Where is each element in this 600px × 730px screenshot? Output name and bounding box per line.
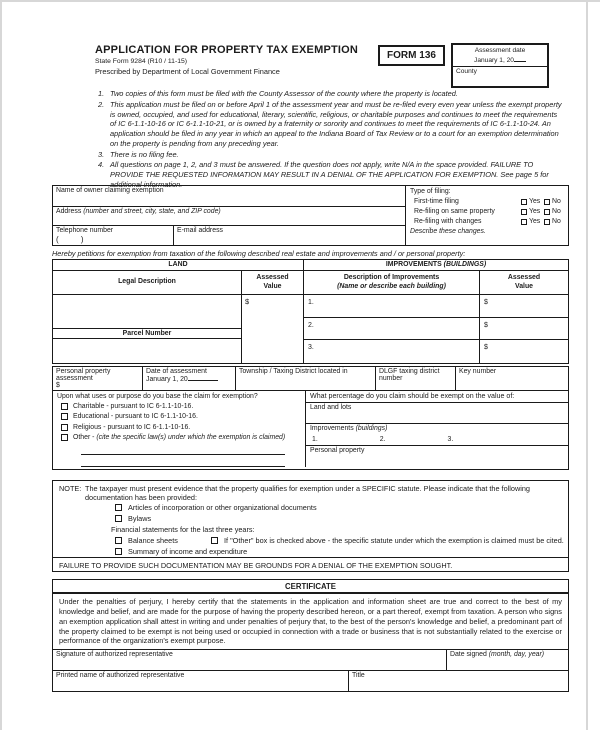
personal-property-assessment-label: Personal property assessment	[56, 368, 111, 382]
religious-label: Religious - pursuant to IC 6-1.1-10-16.	[73, 423, 191, 431]
improvements-percent-field[interactable]	[306, 424, 568, 446]
religious-checkbox[interactable]	[61, 424, 68, 431]
owner-name-field[interactable]	[53, 186, 405, 207]
doc-bylaws-row	[115, 514, 151, 523]
exemption-percentage-box	[306, 391, 568, 467]
filing-row-same-property	[410, 208, 564, 215]
instruction-text: All questions on page 1, 2, and 3 must be answered. If the question does not apply, write N/A in the space provided. FAILURE TO PROVIDE THE REQUESTED INFORMATION MAY RESULT IN A DENIAL OF THE APPLICATION FOR EXEMPTION. See page 5 for additional information.	[110, 160, 549, 189]
legal-description-label: Legal Description	[118, 278, 176, 286]
printed-name-label: Printed name of authorized representative	[56, 672, 185, 680]
assessed-label: Assessed	[256, 273, 289, 281]
refiling-changes-label: Re-filing with changes	[414, 218, 482, 225]
doc-balance-row	[115, 536, 178, 545]
date-signed-paren: (month, day, year)	[488, 651, 545, 659]
dollar-sign: $	[56, 382, 60, 389]
filing-row-first-time	[410, 198, 564, 205]
improvement-3-value-field[interactable]	[480, 340, 568, 363]
owner-info-section	[52, 185, 569, 246]
instruction-text: There is no filing fee.	[110, 149, 179, 159]
date-of-assessment-value: January 1, 20	[146, 376, 188, 383]
instruction-item	[98, 100, 564, 149]
improvements-percent-paren: (buildings)	[355, 425, 388, 432]
improvement-1-description-field[interactable]	[304, 295, 480, 318]
note-divider	[53, 557, 568, 558]
financial-statements-label: Financial statements for the last three years:	[111, 525, 255, 534]
email-field[interactable]	[174, 226, 405, 245]
refiling-same-property-label: Re-filing on same property	[414, 208, 495, 215]
signature-label: Signature of authorized representative	[56, 651, 173, 659]
first-time-filing-label: First-time filing	[414, 198, 459, 205]
improvements-assessed-value-header	[480, 271, 568, 295]
educational-checkbox[interactable]	[61, 413, 68, 420]
other-label	[73, 434, 285, 441]
land-lots-percent-field[interactable]	[306, 403, 568, 424]
personal-property-percent-label: Personal property	[310, 447, 365, 454]
balance-sheets-checkbox[interactable]	[115, 537, 122, 544]
dollar-sign: $	[245, 297, 250, 306]
other-statute-note: If "Other" box is checked above - the specific statute under which the exemption is claimed must be cited.	[224, 536, 564, 545]
owner-address-paren: (number and street, city, state, and ZIP code)	[83, 208, 221, 215]
signature-row	[53, 649, 568, 670]
assessment-date-box	[451, 43, 549, 88]
certificate-header: CERTIFICATE	[52, 579, 569, 593]
purpose-option-educational	[57, 413, 301, 420]
other-checkbox[interactable]	[61, 434, 68, 441]
row-number: 1.	[308, 299, 314, 306]
email-label: E-mail address	[177, 227, 223, 234]
assessment-date-value: January 1, 20	[474, 56, 514, 64]
refiling-same-yes-checkbox[interactable]	[521, 209, 527, 215]
first-time-yes-checkbox[interactable]	[521, 199, 527, 205]
dlgf-district-label: DLGF taxing district number	[379, 368, 440, 382]
signature-field[interactable]	[53, 650, 446, 670]
educational-label: Educational - pursuant to IC 6-1.1-10-16.	[73, 413, 198, 421]
bylaws-checkbox[interactable]	[115, 515, 122, 522]
county-cell[interactable]	[453, 67, 547, 76]
purpose-row	[53, 391, 568, 467]
refiling-changes-no-checkbox[interactable]	[544, 219, 550, 225]
charitable-label: Charitable - pursuant to IC 6-1.1-10-16.	[73, 403, 194, 411]
owner-address-field[interactable]	[53, 207, 405, 226]
summary-income-label: Summary of income and expenditure	[128, 547, 248, 556]
type-of-filing-box	[405, 186, 568, 245]
assessment-date-cell	[453, 45, 547, 67]
describe-changes-field[interactable]: Describe these changes.	[410, 228, 486, 235]
instruction-number: 1.	[98, 89, 105, 98]
purpose-option-charitable	[57, 403, 301, 410]
key-number-field[interactable]	[456, 367, 568, 390]
articles-checkbox[interactable]	[115, 504, 122, 511]
assessment-detail-row	[53, 367, 568, 391]
assessment-date-label: Assessment date	[474, 47, 526, 54]
slot-3[interactable]: 3.	[447, 436, 454, 443]
township-field[interactable]	[236, 367, 376, 390]
parcel-number-field[interactable]	[53, 339, 241, 363]
land-assessed-value-field[interactable]	[242, 295, 304, 363]
doc-articles-row	[115, 503, 317, 512]
instruction-number: 2.	[98, 99, 105, 109]
certificate-section	[52, 593, 569, 692]
no-label: No	[552, 208, 561, 215]
no-label: No	[552, 218, 561, 225]
form-number-box: FORM 136	[378, 45, 445, 66]
other-cite-note: (cite the specific law(s) under which the exemption is claimed)	[96, 433, 286, 441]
purpose-option-religious	[57, 424, 301, 431]
telephone-label: Telephone number	[56, 227, 114, 234]
printed-name-field[interactable]	[53, 671, 348, 691]
key-number-label: Key number	[459, 368, 497, 375]
dollar-sign: $	[484, 299, 488, 306]
date-of-assessment-field[interactable]	[143, 367, 236, 390]
purpose-option-other	[57, 434, 301, 441]
title-field[interactable]	[348, 671, 568, 691]
no-label: No	[552, 198, 561, 205]
improvement-2-description-field[interactable]	[304, 318, 480, 341]
bylaws-label: Bylaws	[128, 514, 152, 523]
improvement-number-slots	[310, 436, 564, 443]
slot-1[interactable]: 1.	[312, 436, 318, 443]
row-number: 3.	[308, 344, 314, 352]
title-label: Title	[352, 672, 365, 680]
instruction-item	[98, 150, 564, 160]
telephone-field[interactable]	[53, 226, 174, 245]
yes-label: Yes	[529, 198, 541, 205]
legal-description-column	[53, 295, 242, 363]
assessment-purpose-section	[52, 366, 569, 470]
balance-sheets-label: Balance sheets	[128, 536, 178, 545]
other-statute-line-1[interactable]	[81, 446, 285, 455]
instruction-text: Two copies of this form must be filed with the County Assessor of the county where the property is located.	[110, 89, 458, 98]
legal-description-field[interactable]	[53, 295, 241, 328]
purpose-question: Upon what uses or purpose do you base the claim for exemption?	[57, 393, 258, 400]
yes-label: Yes	[529, 218, 541, 225]
improvement-2-value-field[interactable]	[480, 318, 568, 341]
note-prefix: NOTE:	[59, 484, 82, 493]
note-section	[52, 480, 569, 572]
dollar-sign: $	[484, 321, 488, 329]
county-label: County	[456, 68, 477, 75]
instruction-number: 4.	[98, 160, 105, 170]
improvement-3-description-field[interactable]	[304, 340, 480, 363]
improvements-header-text: IMPROVEMENTS	[385, 261, 444, 268]
certificate-body: Under the penalties of perjury, I hereby certify that the statements in the application and information sheet are true and correct to the best of my knowledge and belief, and are made for the purpose of having the property described hereon, or a part thereof, exempt from taxation. A person who signs an exemption application shall attest in writing and under penalties of perjury that, to the best of the person's knowledge and belief, a predominant part of the property claimed to be exempt is not being used or occupied in connection with a trade or business that is not substantially related to the exercise or performance of the organization's exempt purpose.	[59, 597, 562, 646]
first-time-no-checkbox[interactable]	[544, 199, 550, 205]
row-number: 2.	[308, 321, 314, 329]
dollar-sign: $	[484, 344, 488, 352]
land-assessed-value-header	[242, 271, 304, 295]
petition-statement: Hereby petitions for exemption from taxation of the following described real estate and improvements and / or personal property:	[52, 249, 466, 258]
type-of-filing-label: Type of filing:	[410, 188, 451, 195]
date-signed-field[interactable]	[446, 650, 568, 670]
instruction-number: 3.	[98, 149, 105, 159]
assessment-year-blank[interactable]	[514, 56, 526, 62]
owner-address-label: Address	[56, 208, 84, 215]
personal-property-percent-field[interactable]	[306, 446, 568, 467]
improvements-body	[304, 295, 568, 363]
instruction-text: This application must be filed on or before April 1 of the assessment year and must be re-filed every even year unless the exempt property is owned, occupied, and used for educational, literary, scientific, religious, or charitable purposes and continues to meet the requirements of IC 6-1.1-10-16 or IC 6-1.1-10-21, or is owned by a fraternity or sorority and continues to meet the requirements of IC 6-1.1-10-24. An application should be filed in any year in which an appeal to the Indiana Board of Tax Review or to a court for an exemption determination on the property is pending from any preceding year.	[110, 99, 562, 148]
improvements-header	[304, 260, 568, 271]
township-label: Township / Taxing District located in	[239, 368, 348, 375]
refiling-changes-yes-checkbox[interactable]	[521, 219, 527, 225]
description-improvements-label: Description of Improvements	[343, 273, 440, 281]
date-of-assessment-label: Date of assessment	[146, 368, 207, 375]
form-page	[2, 2, 586, 730]
slot-2[interactable]: 2.	[379, 436, 386, 443]
dlgf-district-field[interactable]	[376, 367, 456, 390]
instruction-item	[98, 89, 564, 99]
articles-label: Articles of incorporation or other organizational documents	[128, 503, 317, 512]
parcel-number-header: Parcel Number	[53, 328, 241, 339]
improvements-header-paren: (BUILDINGS)	[443, 261, 487, 268]
yes-label: Yes	[529, 208, 541, 215]
doc-summary-row	[115, 547, 247, 556]
personal-property-assessment-field[interactable]	[53, 367, 143, 390]
telephone-parens: ( )	[56, 235, 84, 244]
improvements-percent-label: Improvements	[310, 425, 356, 432]
description-improvements-header	[304, 271, 480, 295]
instructions-list	[98, 89, 564, 191]
assessed-label: Assessed	[507, 273, 541, 281]
failure-warning: FAILURE TO PROVIDE SUCH DOCUMENTATION MAY BE GROUNDS FOR A DENIAL OF THE EXEMPTION SOUGHT.	[59, 561, 453, 570]
land-header: LAND	[53, 260, 304, 271]
filing-row-with-changes	[410, 218, 564, 225]
refiling-same-no-checkbox[interactable]	[544, 209, 550, 215]
value-label: Value	[514, 282, 533, 290]
exemption-purpose-box	[53, 391, 306, 467]
value-label: Value	[263, 282, 282, 290]
other-statute-note-row	[211, 536, 564, 545]
note-paragraph	[53, 481, 568, 503]
other-statute-checkbox[interactable]	[211, 537, 218, 544]
percentage-question: What percentage do you claim should be exempt on the value of:	[306, 391, 568, 403]
charitable-checkbox[interactable]	[61, 403, 68, 410]
printed-name-row	[53, 670, 568, 691]
legal-description-header	[53, 271, 242, 295]
other-prefix: Other -	[73, 433, 97, 441]
summary-income-checkbox[interactable]	[115, 548, 122, 555]
state-form-number: State Form 9284 (R10 / 11-15)	[95, 58, 188, 65]
land-lots-label: Land and lots	[310, 404, 352, 411]
property-table	[52, 259, 569, 364]
page-title: APPLICATION FOR PROPERTY TAX EXEMPTION	[95, 44, 359, 56]
description-improvements-sub: (Name or describe each building)	[337, 282, 446, 290]
page-right-edge	[586, 0, 588, 730]
note-text: The taxpayer must present evidence that the property qualifies for exemption under a SPECIFIC statute. Please indicate that the following documentation has been provided:	[85, 484, 530, 503]
header-title-block	[95, 44, 375, 76]
assessment-year-blank[interactable]	[188, 375, 218, 381]
date-signed-label: Date signed	[450, 651, 489, 659]
improvement-1-value-field[interactable]	[480, 295, 568, 318]
other-statute-line-2[interactable]	[81, 458, 285, 467]
owner-name-label: Name of owner claiming exemption	[56, 187, 164, 194]
prescribed-by: Prescribed by Department of Local Government Finance	[95, 67, 280, 76]
